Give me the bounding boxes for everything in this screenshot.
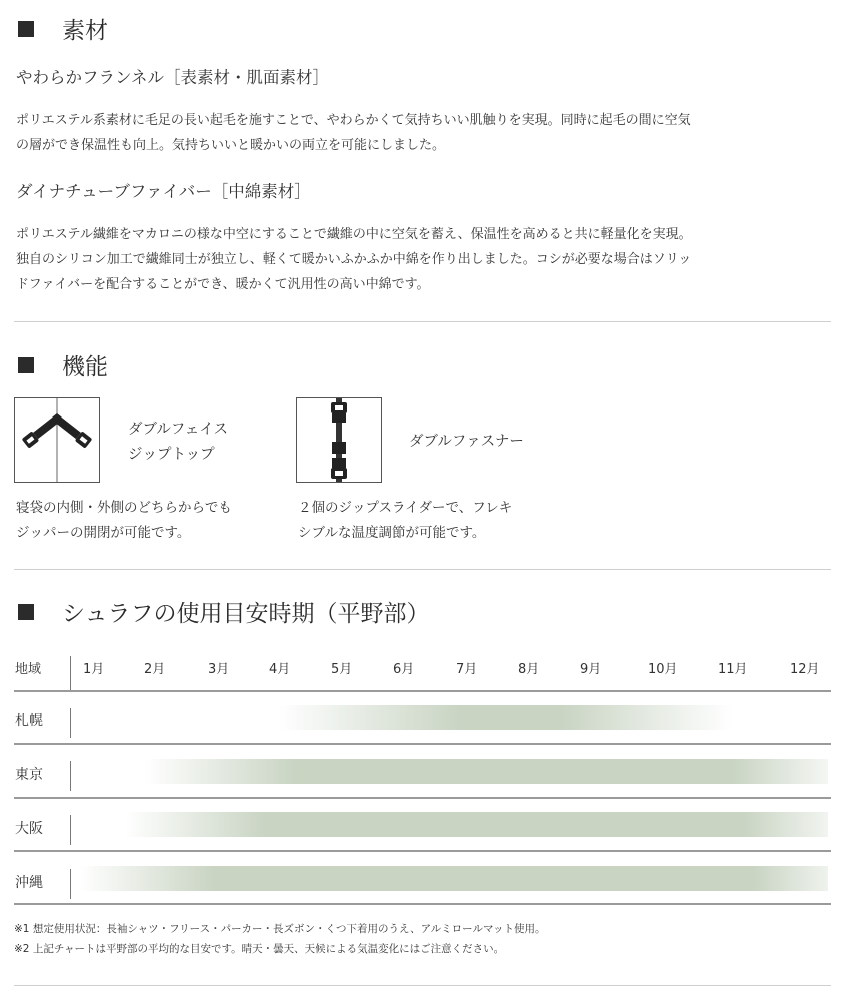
month-label: 7月 <box>456 662 478 677</box>
note-2: ※2 上記チャートは平野部の平均的な目安です。晴天・曇天、天候による気温変化にはご注意ください。 <box>14 943 505 955</box>
month-label: 1月 <box>83 662 105 677</box>
season-bar-okinawa <box>80 866 828 891</box>
month-label: 8月 <box>518 662 540 677</box>
month-label: 10月 <box>648 662 678 677</box>
season-bar-osaka <box>125 812 828 837</box>
month-label: 6月 <box>393 662 415 677</box>
column-divider <box>70 815 71 845</box>
season-bar-sapporo <box>278 705 733 730</box>
double-face-label: ダブルフェイス ジップトップ <box>128 422 229 463</box>
region-tokyo: 東京 <box>15 767 43 783</box>
divider <box>14 569 831 570</box>
season-heading: シュラフの使用目安時期（平野部） <box>18 595 430 628</box>
functions-heading: 機能 <box>18 348 108 381</box>
note-1: ※1 想定使用状況：長袖シャツ・フリース・パーカー・長ズボン・くつ下着用のうえ、アルミロールマット使用。 <box>14 923 546 935</box>
column-divider <box>70 708 71 738</box>
season-bar-tokyo <box>145 759 828 784</box>
month-label: 3月 <box>208 662 230 677</box>
column-divider <box>70 869 71 899</box>
month-label: 2月 <box>144 662 166 677</box>
double-fastener-description: ２個のジップスライダーで、フレキ シブルな温度調節が可能です。 <box>298 500 513 541</box>
fiber-title: ダイナチューブファイバー［中綿素材］ <box>16 182 311 201</box>
region-osaka: 大阪 <box>15 821 43 837</box>
column-divider <box>70 761 71 791</box>
month-label: 5月 <box>331 662 353 677</box>
divider <box>14 321 831 322</box>
row-line <box>14 903 831 905</box>
divider <box>14 985 831 986</box>
row-line <box>14 850 831 852</box>
square-bullet-icon <box>18 604 34 620</box>
double-fastener-icon <box>296 397 382 483</box>
row-line <box>14 797 831 799</box>
flannel-title: やわらかフランネル［表素材・肌面素材］ <box>16 68 330 87</box>
row-line <box>14 743 831 745</box>
month-label: 12月 <box>790 662 820 677</box>
region-sapporo: 札幌 <box>15 713 43 729</box>
row-line <box>14 690 831 692</box>
column-divider <box>70 656 71 692</box>
square-bullet-icon <box>18 21 34 37</box>
region-column-header: 地域 <box>15 662 42 677</box>
fiber-description: ポリエステル繊維をマカロニの様な中空にすることで繊維の中に空気を蓄え、保温性を高めると共に軽量化を実現。 独自のシリコン加工で繊維同士が独立し、軽くて暖かいふかふか中綿を作り出しました。コシが必要な場合はソリッ ドファイバーを配合することができ、暖かくて汎用性の高い中綿です。 <box>16 227 692 292</box>
square-bullet-icon <box>18 357 34 373</box>
materials-heading: 素材 <box>18 12 108 45</box>
region-okinawa: 沖縄 <box>15 875 43 891</box>
month-label: 4月 <box>269 662 291 677</box>
month-label: 9月 <box>580 662 602 677</box>
double-fastener-label: ダブルファスナー <box>409 434 524 450</box>
double-face-description: 寝袋の内側・外側のどちらからでも ジッパーの開閉が可能です。 <box>16 500 232 541</box>
month-label: 11月 <box>718 662 748 677</box>
double-face-zip-icon <box>14 397 100 483</box>
flannel-description: ポリエステル系素材に毛足の長い起毛を施すことで、やわらかくて気持ちいい肌触りを実現。同時に起毛の間に空気 の層ができ保温性も向上。気持ちいいと暖かいの両立を可能にしました。 <box>16 113 691 153</box>
